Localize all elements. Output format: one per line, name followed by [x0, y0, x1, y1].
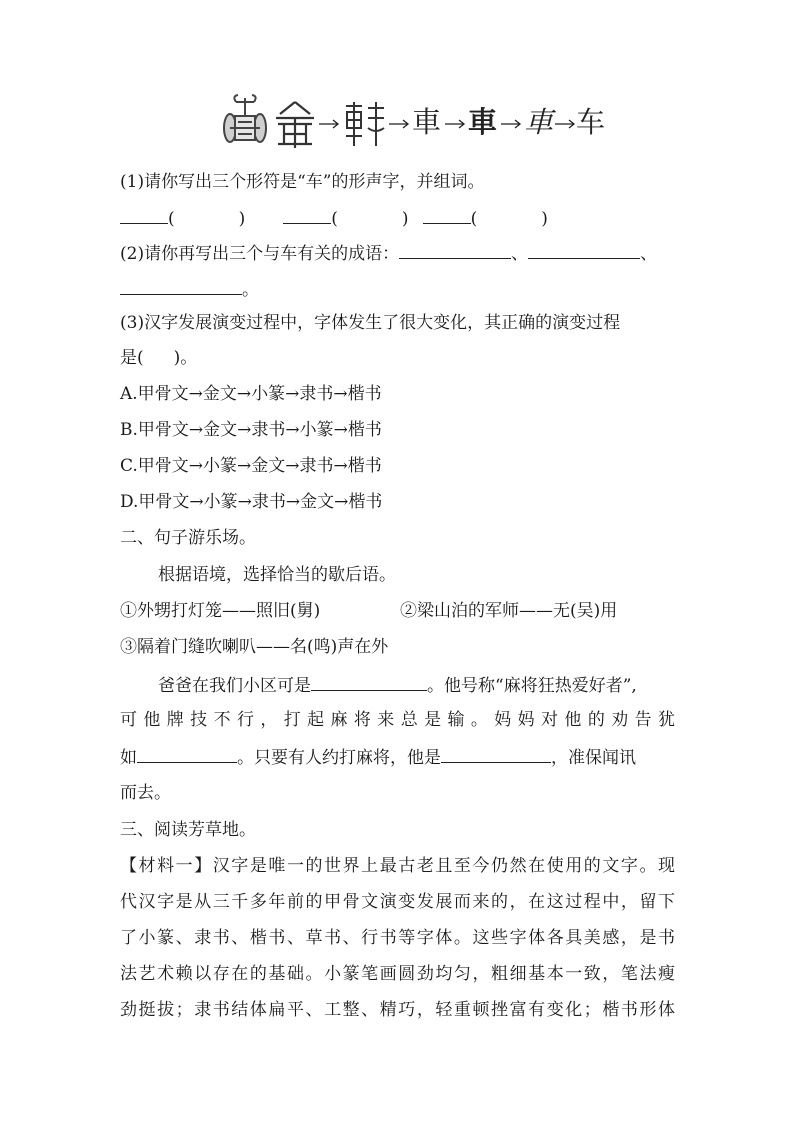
- answer-blank[interactable]: [441, 744, 551, 763]
- bronze-cart-glyph: [272, 98, 318, 150]
- answer-blank[interactable]: [120, 205, 168, 224]
- paren-close: ): [541, 209, 548, 229]
- text-segment: 。他号称“麻将狂热爱好者”,: [427, 676, 637, 696]
- character-evolution-banner: [222, 94, 606, 154]
- question-3-answer-row: [120, 346, 197, 370]
- text-segment: 了小篆、隶书、楷书、草书、行书等字体。这些字体各具美感，是书: [120, 928, 675, 948]
- reading-line-5: [120, 998, 675, 1022]
- clerical-script-char: 車: [412, 105, 442, 139]
- running-script-char: 車: [524, 105, 554, 139]
- question-2-row: [120, 240, 657, 266]
- reading-line-4: [120, 962, 675, 986]
- option-d: D.甲骨文→小篆→隶书→金文→楷书: [120, 492, 383, 512]
- arrow-right-icon: [554, 118, 576, 130]
- arrow-right-icon: [500, 118, 522, 130]
- reading-line-1: [120, 854, 675, 878]
- oracle-bone-cart-glyph: [222, 94, 268, 152]
- text-segment: 如: [120, 748, 137, 768]
- question-1-answer-row: [120, 205, 548, 231]
- reading-line-2: [120, 890, 675, 914]
- text-segment: 。只要有人约打麻将，他是: [237, 748, 441, 768]
- paren-open: (: [168, 209, 175, 229]
- choice-2: ②梁山泊的军师——无(吴)用: [400, 601, 618, 621]
- answer-blank[interactable]: [528, 240, 640, 259]
- text-segment: 法艺术赖以存在的基础。小篆笔画圆劲均匀，粗细基本一致，笔法瘦: [120, 964, 675, 984]
- answer-blank[interactable]: [137, 744, 237, 763]
- option-c: C.甲骨文→小篆→金文→隶书→楷书: [120, 456, 382, 476]
- text-segment: 爸爸在我们小区可是: [158, 676, 311, 696]
- paragraph-line-2: [120, 708, 675, 732]
- question-3-prompt: (3)汉字发展演变过程中，字体发生了很大变化，其正确的演变过程: [120, 313, 621, 333]
- paragraph-line-4: 而去。: [120, 783, 171, 803]
- answer-blank[interactable]: [283, 205, 331, 224]
- question-2-prompt: (2)请你再写出三个与车有关的成语：: [120, 244, 400, 264]
- paragraph-line-1: [158, 672, 637, 698]
- answer-blank[interactable]: [423, 205, 471, 224]
- paren-open: (: [331, 209, 338, 229]
- question-1-prompt: (1)请你写出三个形符是“车”的形声字，并组词。: [120, 172, 485, 192]
- section-2-heading: 二、句子游乐场。: [120, 528, 256, 548]
- separator: 、: [640, 244, 658, 264]
- option-b: B.甲骨文→金文→隶书→小篆→楷书: [120, 420, 382, 440]
- paren-open: (: [470, 209, 478, 229]
- answer-prefix: 是(: [120, 348, 144, 368]
- section-2-instruction: 根据语境，选择恰当的歇后语。: [158, 565, 396, 585]
- paren-close: ): [238, 209, 246, 229]
- reading-line-3: [120, 926, 675, 950]
- choice-1: ①外甥打灯笼——照旧(舅): [120, 601, 321, 621]
- answer-blank[interactable]: [311, 672, 427, 691]
- regular-script-char: 車: [468, 105, 498, 139]
- text-segment: 代汉字是从三千多年前的甲骨文演变发展而来的，在这过程中，留下: [120, 892, 675, 912]
- seal-script-cart-glyph: [342, 98, 388, 150]
- separator: 、: [511, 244, 529, 264]
- answer-blank[interactable]: [399, 240, 511, 259]
- text-segment: 【材料一】汉字是唯一的世界上最古老且至今仍然在使用的文字。现: [120, 856, 675, 876]
- section-3-heading: 三、阅读芳草地。: [120, 820, 256, 840]
- period: 。: [242, 280, 259, 300]
- paren-close: ): [401, 209, 409, 229]
- arrow-right-icon: [444, 118, 466, 130]
- choice-3: ③隔着门缝吹喇叭——名(鸣)声在外: [120, 637, 389, 657]
- option-a: A.甲骨文→金文→小篆→隶书→楷书: [120, 384, 382, 404]
- text-segment: 劲挺拔；隶书结体扁平、工整、精巧，轻重顿挫富有变化；楷书形体: [120, 1000, 675, 1020]
- question-2-row-2: [120, 276, 259, 302]
- text-segment: 可他牌技不行，打起麻将来总是输。妈妈对他的劝告犹: [120, 710, 675, 730]
- arrow-right-icon: [388, 118, 410, 130]
- answer-blank[interactable]: [120, 276, 242, 295]
- text-segment: ，准保闻讯: [551, 748, 636, 768]
- simplified-char: 车: [576, 105, 606, 139]
- paragraph-line-3: [120, 744, 636, 770]
- arrow-right-icon: [318, 118, 340, 130]
- answer-suffix: )。: [173, 348, 198, 368]
